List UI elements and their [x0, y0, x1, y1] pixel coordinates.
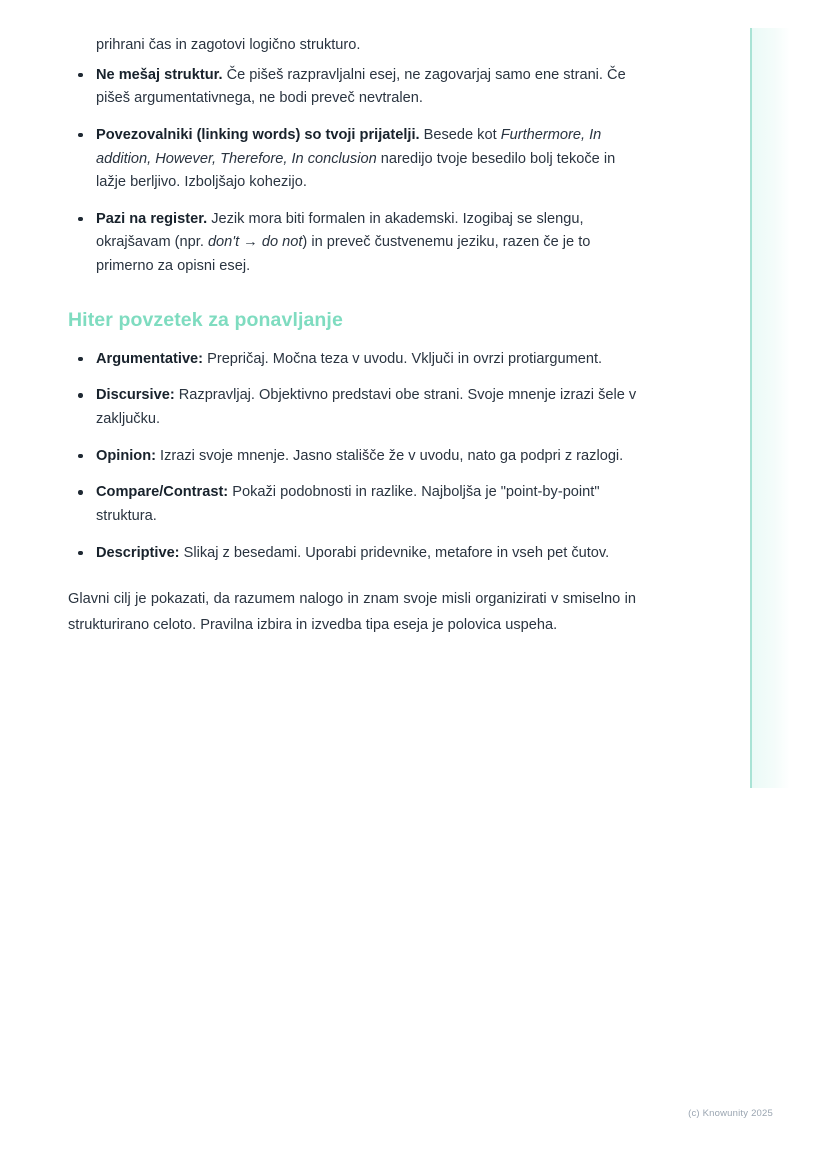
tip-text: Jezik mora biti formalen in akademski. Izogibaj se slengu, okrajšavam (npr.: [96, 210, 584, 251]
list-item: [68, 124, 638, 195]
summary-text: Pokaži podobnosti in razlike. Najboljša je "point-by-point" struktura.: [96, 484, 600, 524]
page-footer: (c) Knowunity 2025: [688, 1108, 773, 1119]
document-content: [68, 34, 638, 638]
list-item: [68, 348, 638, 372]
list-item: [68, 64, 638, 111]
summary-lead: Discursive:: [96, 387, 175, 404]
list-item: [68, 445, 638, 469]
tip-text-2: ) in preveč čustvenemu jeziku, razen če je to primerno za opisni esej.: [96, 234, 591, 275]
tip-lead: Povezovalniki (linking words) so tvoji prijatelji.: [96, 126, 420, 143]
closing-paragraph: Glavni cilj je pokazati, da razumem nalogo in znam svoje misli organizirati v smiselno in strukturirano celoto. Pravilna izbira in izvedba tipa eseja je polovica uspeha.: [68, 591, 636, 633]
summary-lead: Opinion:: [96, 447, 156, 464]
section-heading: Hiter povzetek za ponavljanje: [68, 308, 343, 331]
tip-text: Če pišeš razpravljalni esej, ne zagovarjaj samo ene strani. Če pišeš argumentativnega, ne bodi preveč nevtralen.: [96, 66, 626, 107]
summary-lead: Argumentative:: [96, 350, 204, 367]
tips-list: [68, 64, 638, 279]
summary-text: Izrazi svoje mnenje. Jasno stališče že v uvodu, nato ga podpri z razlogi.: [155, 447, 624, 464]
list-item: [68, 384, 638, 431]
list-item: [68, 542, 638, 566]
summary-list: [68, 348, 638, 565]
summary-text: Razpravljaj. Objektivno predstavi obe strani. Svoje mnenje izrazi šele v zaključku.: [96, 387, 637, 428]
summary-lead: Descriptive:: [96, 544, 180, 561]
summary-lead: Compare/Contrast:: [96, 484, 229, 501]
tip-text-2: naredijo tvoje besedilo bolj tekoče in lažje berljivo. Izboljšajo kohezijo.: [96, 150, 616, 191]
tip-lead: Pazi na register.: [96, 210, 208, 227]
decorative-side-band: [750, 28, 790, 788]
continued-paragraph: prihrani čas in zagotovi logično strukturo.: [96, 37, 361, 53]
tip-text: Besede kot: [419, 126, 501, 143]
summary-text: Prepričaj. Močna teza v uvodu. Vključi in ovrzi protiargument.: [203, 350, 603, 367]
tip-italic: don't → do not: [207, 234, 303, 251]
summary-text: Slikaj z besedami. Uporabi pridevnike, metafore in vseh pet čutov.: [179, 544, 610, 561]
tip-lead: Ne mešaj struktur.: [96, 66, 223, 83]
list-item: [68, 208, 638, 279]
list-item: [68, 481, 638, 528]
tip-italic: Furthermore, In addition, However, Therefore, In conclusion: [96, 126, 602, 167]
